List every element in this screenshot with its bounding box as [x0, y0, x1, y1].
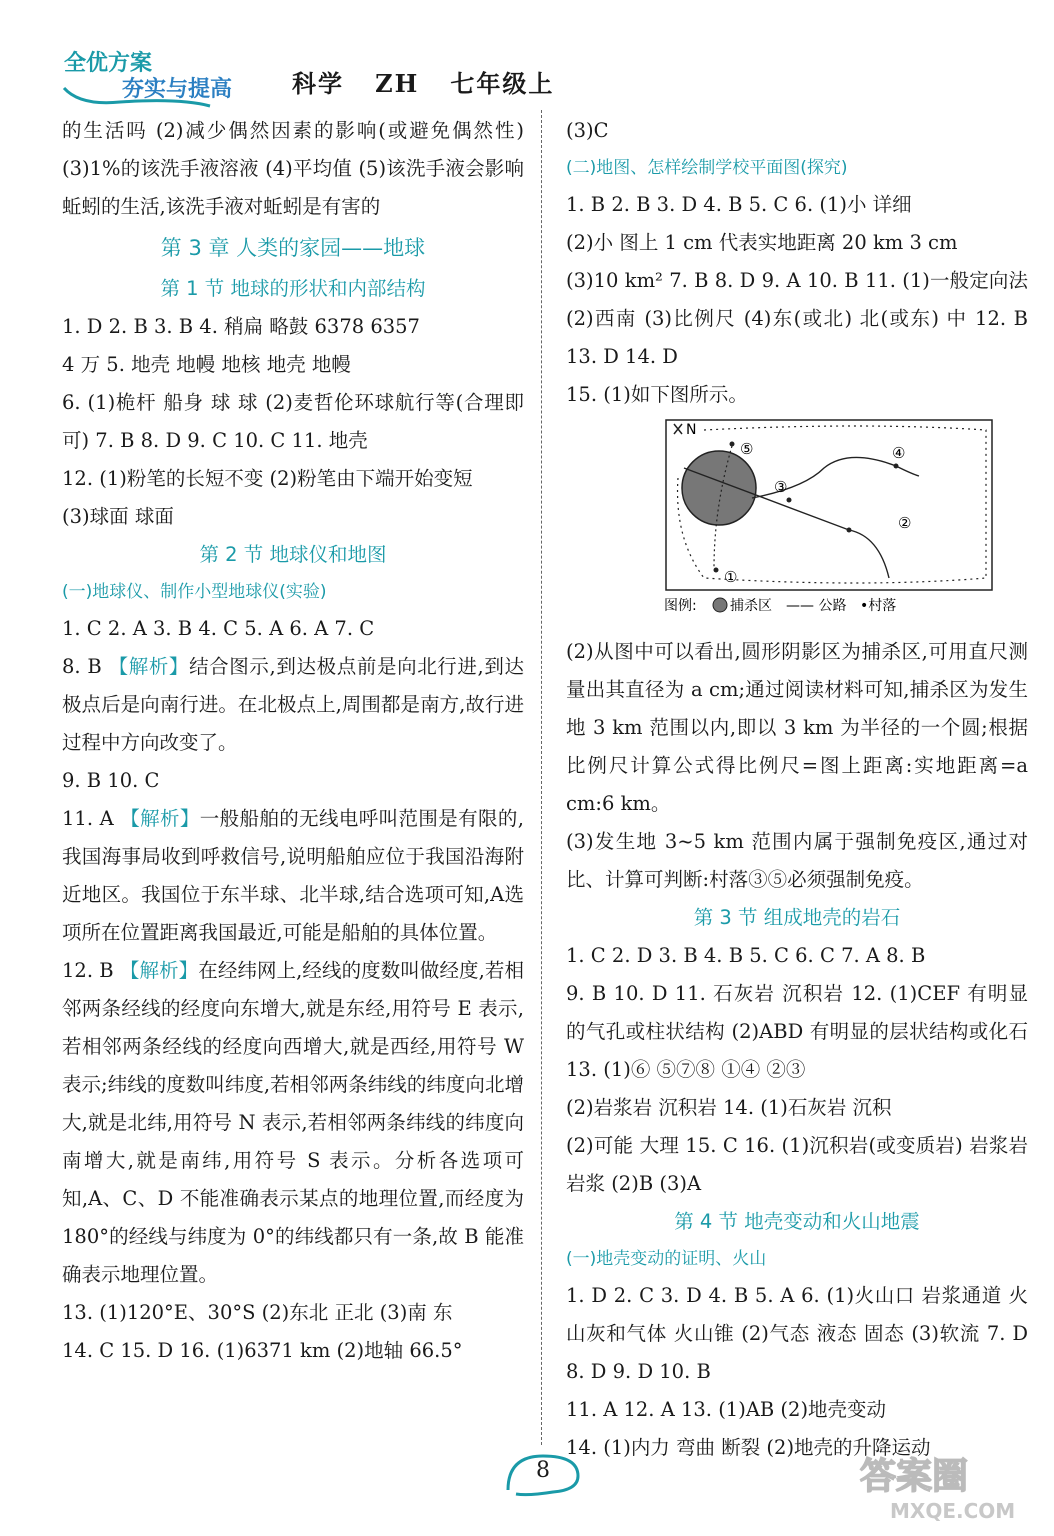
legend-road: —— 公路 — [786, 598, 847, 614]
explanation-text: 一般船舶的无线电呼叫范围是有限的,我国海事局收到呼救信号,说明船舶应位于我国沿海附近地区。我国位于东半球、北半球,结合选项可知,A选项所在位置距离我国最近,可能是船舶的具体位置。 — [62, 807, 524, 944]
watermark-logo — [850, 1446, 1040, 1526]
answer-key: 11. A — [62, 807, 121, 830]
page-header — [60, 38, 620, 108]
answer-paragraph: (2)从图中可以看出,圆形阴影区为捕杀区,可用直尺测量出其直径为 a cm;通过阅读材料可知,捕杀区为发生地 3 km 范围以内,即以 3 km 为半径的一个圆;根据比例尺计算公式得比例尺=图上距离:实地距离=a cm:6 km。 — [566, 640, 1028, 815]
north-label: N — [686, 422, 697, 438]
answer-line: 14. C 15. D 16. (1)6371 km (2)地轴 66.5° — [62, 1339, 463, 1362]
answer-line: (2)可能 大理 15. C 16. (1)沉积岩(或变质岩) 岩浆岩 岩浆 (2)B (3)A — [566, 1134, 1028, 1195]
answer-explanation — [62, 648, 524, 762]
explanation-text: 结合图示,到达极点前是向北行进,到达极点后是向南行进。在北极点上,周围都是南方,故行进过程中方向改变了。 — [62, 655, 524, 754]
village-label: ① — [724, 568, 738, 586]
analysis-tag: 【解析】 — [119, 959, 199, 982]
page-number-text: 8 — [536, 1458, 550, 1483]
answer-explanation — [62, 800, 524, 952]
subsection-heading: (一)地球仪、制作小型地球仪(实验) — [62, 582, 327, 602]
village-label: ⑤ — [740, 440, 754, 458]
legend-zone: 捕杀区 — [730, 598, 772, 614]
series-logo — [60, 44, 270, 108]
section-heading: 第 1 节 地球的形状和内部结构 — [160, 277, 426, 300]
subsection-heading: (二)地图、怎样绘制学校平面图(探究) — [566, 158, 848, 178]
answer-line: 9. B 10. D 11. 石灰岩 沉积岩 12. (1)CEF 有明显的气孔或柱状结构 (2)ABD 有明显的层状结构或化石 13. (1)⑥ ⑤⑦⑧ ①④ ②③ — [566, 982, 1028, 1081]
village — [894, 464, 899, 469]
chapter-heading: 第 3 章 人类的家园——地球 — [160, 236, 426, 260]
answer-line: (2)小 图上 1 cm 代表实地距离 20 km 3 cm — [566, 231, 958, 254]
svg-text:答案圈: 答案圈 — [860, 1456, 969, 1497]
answer-line: 6. (1)桅杆 船身 球 球 (2)麦哲伦环球航行等(合理即可) 7. B 8. D 9. C 10. C 11. 地壳 — [62, 391, 524, 452]
answer-line: (3)10 km² 7. B 8. D 9. A 10. B 11. (1)一般定向法 (2)西南 (3)比例尺 (4)东(或北) 北(或东) 中 12. B 13. D 14. D — [566, 269, 1028, 368]
answer-line: 15. (1)如下图所示。 — [566, 383, 748, 406]
left-column — [62, 112, 524, 1370]
answer-line: (3)C — [566, 119, 609, 142]
answer-line: (2)岩浆岩 沉积岩 14. (1)石灰岩 沉积 — [566, 1096, 892, 1119]
village-label: ③ — [774, 478, 788, 496]
book-title: 科学 ZH 七年级上 — [292, 69, 555, 98]
section-heading: 第 2 节 地球仪和地图 — [199, 543, 387, 566]
answer-line: 14. (1)内力 弯曲 断裂 (2)地壳的升降运动 — [566, 1436, 931, 1459]
answer-line: 1. B 2. B 3. D 4. B 5. C 6. (1)小 详细 — [566, 193, 912, 216]
map-figure — [664, 418, 994, 648]
legend-village: •村落 — [860, 598, 897, 614]
answer-line: 1. D 2. B 3. B 4. 稍扁 略鼓 6378 6357 — [62, 315, 420, 338]
answer-line: 1. C 2. D 3. B 4. B 5. C 6. C 7. A 8. B — [566, 944, 926, 967]
village-label: ④ — [892, 444, 906, 462]
column-divider — [541, 110, 542, 1445]
village — [714, 568, 719, 573]
answer-paragraph: 的生活吗 (2)减少偶然因素的影响(或避免偶然性) (3)1%的该洗手液溶液 (4)平均值 (5)该洗手液会影响蚯蚓的生活,该洗手液对蚯蚓是有害的 — [62, 119, 524, 218]
svg-text:MXQE.COM: MXQE.COM — [890, 1499, 1016, 1523]
answer-key: 12. B — [62, 959, 120, 982]
village — [730, 442, 735, 447]
analysis-tag: 【解析】 — [108, 655, 190, 678]
legend-prefix: 图例: — [664, 598, 697, 614]
subsection-heading: (一)地壳变动的证明、火山 — [566, 1249, 767, 1269]
answer-line: (3)球面 球面 — [62, 505, 174, 528]
answer-line: 11. A 12. A 13. (1)AB (2)地壳变动 — [566, 1398, 887, 1421]
page-number — [498, 1450, 588, 1500]
analysis-tag: 【解析】 — [120, 807, 200, 830]
answer-line: 4 万 5. 地壳 地幔 地核 地壳 地幔 — [62, 353, 351, 376]
north-cross-icon — [674, 424, 682, 434]
legend-zone-icon — [713, 598, 727, 612]
svg-text:全优方案: 全优方案 — [64, 51, 153, 76]
section-heading: 第 4 节 地壳变动和火山地震 — [674, 1210, 920, 1233]
section-heading: 第 3 节 组成地壳的岩石 — [693, 906, 901, 929]
answer-line: 1. D 2. C 3. D 4. B 5. A 6. (1)火山口 岩浆通道 火山灰和气体 火山锥 (2)气态 液态 固态 (3)软流 7. D 8. D 9. D 10. B — [566, 1284, 1028, 1383]
answer-key: 8. B — [62, 655, 109, 678]
answer-explanation — [62, 952, 524, 1294]
explanation-text: 在经纬网上,经线的度数叫做经度,若相邻两条经线的经度向东增大,就是东经,用符号 E 表示,若相邻两条经线的经度向西增大,就是西经,用符号 W 表示;纬线的度数叫纬度,若相邻两条纬线的纬度向北增大,就是北纬,用符号 N 表示,若相邻两条纬线的纬度向南增大,就是南纬,用符号 S 表示。分析各选项可知,A、C、D 不能准确表示某点的地理位置,而经度为 180°的经线与纬度为 0°的纬线都只有一条,故 B 能准确表示地理位置。 — [62, 959, 524, 1286]
answer-line: 9. B 10. C — [62, 769, 160, 792]
answer-line: 12. (1)粉笔的长短不变 (2)粉笔由下端开始变短 — [62, 467, 473, 490]
village-label: ② — [898, 514, 912, 532]
answer-line: 13. (1)120°E、30°S (2)东北 正北 (3)南 东 — [62, 1301, 453, 1324]
cull-zone — [682, 451, 756, 525]
village — [847, 528, 852, 533]
svg-text:夯实与提高: 夯实与提高 — [122, 77, 233, 102]
answer-line: 1. C 2. A 3. B 4. C 5. A 6. A 7. C — [62, 617, 375, 640]
village — [787, 498, 792, 503]
right-column — [566, 112, 1028, 1467]
answer-paragraph: (3)发生地 3~5 km 范围内属于强制免疫区,通过对比、计算可判断:村落③⑤必须强制免疫。 — [566, 830, 1028, 891]
